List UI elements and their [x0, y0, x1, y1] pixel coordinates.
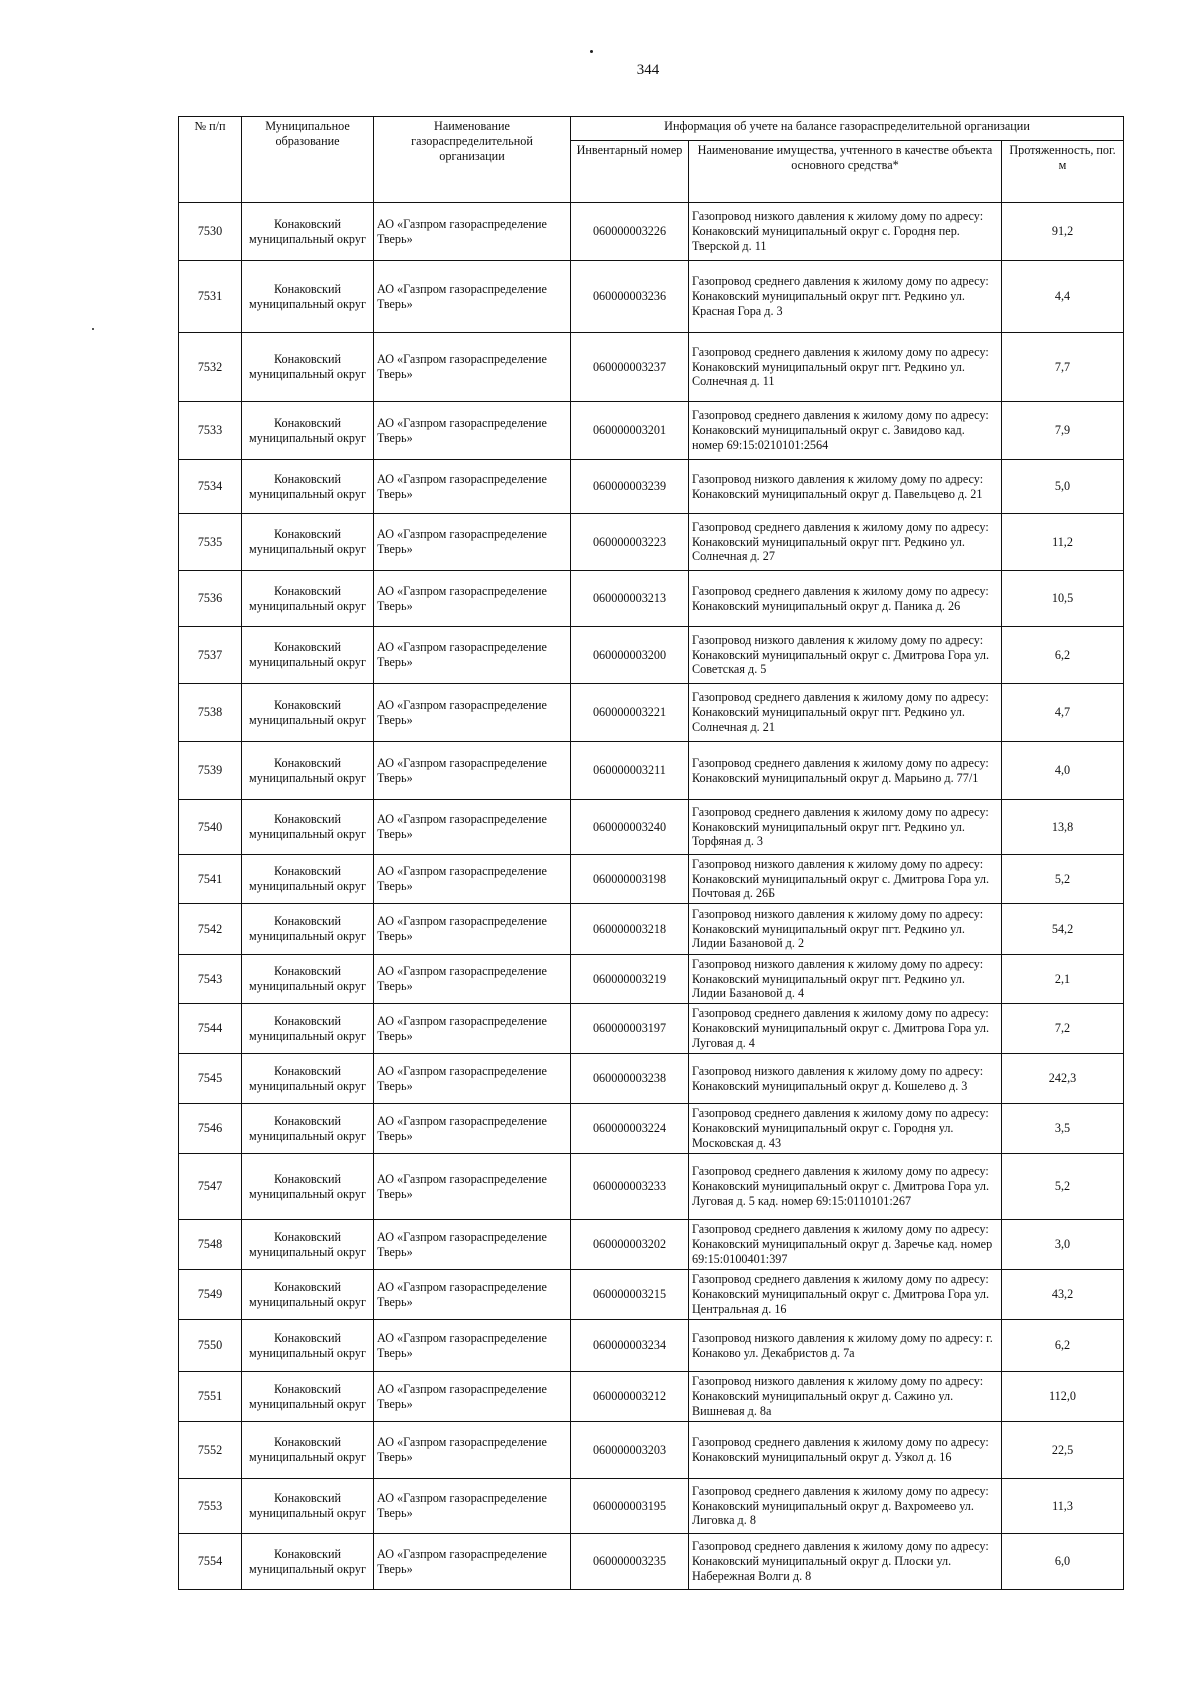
- row-number: 7548: [179, 1220, 242, 1270]
- row-number: 7553: [179, 1479, 242, 1534]
- organization-cell: АО «Газпром газораспределение Тверь»: [374, 1054, 571, 1104]
- row-number: 7549: [179, 1270, 242, 1320]
- inventory-number-cell: 060000003201: [571, 402, 689, 460]
- property-description-cell: Газопровод низкого давления к жилому дому по адресу: Конаковский муниципальный округ д. Кошелево д. 3: [689, 1054, 1002, 1104]
- municipality-cell: Конаковский муниципальный округ: [242, 684, 374, 742]
- row-number: 7531: [179, 261, 242, 333]
- row-number: 7538: [179, 684, 242, 742]
- organization-cell: АО «Газпром газораспределение Тверь»: [374, 1372, 571, 1422]
- inventory-number-cell: 060000003219: [571, 955, 689, 1004]
- length-cell: 22,5: [1002, 1422, 1124, 1479]
- row-number: 7543: [179, 955, 242, 1004]
- property-description-cell: Газопровод среднего давления к жилому дому по адресу: Конаковский муниципальный округ д. Марьино д. 77/1: [689, 742, 1002, 800]
- municipality-cell: Конаковский муниципальный округ: [242, 1422, 374, 1479]
- inventory-number-cell: 060000003234: [571, 1320, 689, 1372]
- length-cell: 6,0: [1002, 1534, 1124, 1590]
- length-cell: 13,8: [1002, 800, 1124, 855]
- property-description-cell: Газопровод среднего давления к жилому дому по адресу: Конаковский муниципальный округ с. Завидово кад. номер 69:15:0210101:2564: [689, 402, 1002, 460]
- municipality-cell: Конаковский муниципальный округ: [242, 1534, 374, 1590]
- row-number: 7536: [179, 571, 242, 627]
- row-number: 7551: [179, 1372, 242, 1422]
- row-number: 7546: [179, 1104, 242, 1154]
- property-description-cell: Газопровод среднего давления к жилому дому по адресу: Конаковский муниципальный округ пгт. Редкино ул. Солнечная д. 11: [689, 333, 1002, 402]
- length-cell: 7,7: [1002, 333, 1124, 402]
- property-description-cell: Газопровод низкого давления к жилому дому по адресу: Конаковский муниципальный округ д. Павельцево д. 21: [689, 460, 1002, 514]
- length-cell: 2,1: [1002, 955, 1124, 1004]
- table-row: [179, 1220, 1124, 1270]
- property-description-cell: Газопровод среднего давления к жилому дому по адресу: Конаковский муниципальный округ с. Дмитрова Гора ул. Луговая д. 5 кад. номер 69:15:0110101:267: [689, 1154, 1002, 1220]
- organization-cell: АО «Газпром газораспределение Тверь»: [374, 1320, 571, 1372]
- table-row: [179, 460, 1124, 514]
- table-row: [179, 1320, 1124, 1372]
- inventory-number-cell: 060000003236: [571, 261, 689, 333]
- property-description-cell: Газопровод среднего давления к жилому дому по адресу: Конаковский муниципальный округ д. Паника д. 26: [689, 571, 1002, 627]
- inventory-number-cell: 060000003237: [571, 333, 689, 402]
- table-row: [179, 1054, 1124, 1104]
- header-balance-info: Информация об учете на балансе газораспределительной организации: [571, 117, 1124, 141]
- inventory-number-cell: 060000003200: [571, 627, 689, 684]
- scan-speck: [590, 50, 593, 53]
- municipality-cell: Конаковский муниципальный округ: [242, 1104, 374, 1154]
- page-number: 344: [636, 62, 660, 78]
- property-description-cell: Газопровод среднего давления к жилому дому по адресу: Конаковский муниципальный округ с. Дмитрова Гора ул. Центральная д. 16: [689, 1270, 1002, 1320]
- row-number: 7539: [179, 742, 242, 800]
- inventory-number-cell: 060000003195: [571, 1479, 689, 1534]
- length-cell: 91,2: [1002, 203, 1124, 261]
- inventory-number-cell: 060000003224: [571, 1104, 689, 1154]
- length-cell: 3,0: [1002, 1220, 1124, 1270]
- length-cell: 4,7: [1002, 684, 1124, 742]
- scan-speck: [92, 328, 94, 330]
- organization-cell: АО «Газпром газораспределение Тверь»: [374, 203, 571, 261]
- table-row: [179, 855, 1124, 904]
- length-cell: 4,4: [1002, 261, 1124, 333]
- table-row: [179, 627, 1124, 684]
- row-number: 7535: [179, 514, 242, 571]
- row-number: 7552: [179, 1422, 242, 1479]
- organization-cell: АО «Газпром газораспределение Тверь»: [374, 627, 571, 684]
- property-description-cell: Газопровод низкого давления к жилому дому по адресу: г. Конаково ул. Декабристов д. 7а: [689, 1320, 1002, 1372]
- organization-cell: АО «Газпром газораспределение Тверь»: [374, 1154, 571, 1220]
- municipality-cell: Конаковский муниципальный округ: [242, 1220, 374, 1270]
- header-municipality: Муниципальное образование: [242, 117, 374, 203]
- row-number: 7554: [179, 1534, 242, 1590]
- header-length: Протяженность, пог. м: [1002, 141, 1124, 203]
- organization-cell: АО «Газпром газораспределение Тверь»: [374, 684, 571, 742]
- inventory-number-cell: 060000003239: [571, 460, 689, 514]
- organization-cell: АО «Газпром газораспределение Тверь»: [374, 1004, 571, 1054]
- organization-cell: АО «Газпром газораспределение Тверь»: [374, 904, 571, 955]
- table-row: [179, 402, 1124, 460]
- length-cell: 112,0: [1002, 1372, 1124, 1422]
- length-cell: 7,9: [1002, 402, 1124, 460]
- table-row: [179, 1479, 1124, 1534]
- property-description-cell: Газопровод низкого давления к жилому дому по адресу: Конаковский муниципальный округ с. Дмитрова Гора ул. Почтовая д. 26Б: [689, 855, 1002, 904]
- inventory-number-cell: 060000003215: [571, 1270, 689, 1320]
- length-cell: 10,5: [1002, 571, 1124, 627]
- row-number: 7544: [179, 1004, 242, 1054]
- organization-cell: АО «Газпром газораспределение Тверь»: [374, 1270, 571, 1320]
- municipality-cell: Конаковский муниципальный округ: [242, 571, 374, 627]
- municipality-cell: Конаковский муниципальный округ: [242, 955, 374, 1004]
- municipality-cell: Конаковский муниципальный округ: [242, 1154, 374, 1220]
- row-number: 7545: [179, 1054, 242, 1104]
- row-number: 7532: [179, 333, 242, 402]
- inventory-number-cell: 060000003197: [571, 1004, 689, 1054]
- table-row: [179, 684, 1124, 742]
- organization-cell: АО «Газпром газораспределение Тверь»: [374, 800, 571, 855]
- municipality-cell: Конаковский муниципальный округ: [242, 460, 374, 514]
- municipality-cell: Конаковский муниципальный округ: [242, 1270, 374, 1320]
- length-cell: 11,3: [1002, 1479, 1124, 1534]
- organization-cell: АО «Газпром газораспределение Тверь»: [374, 1220, 571, 1270]
- property-description-cell: Газопровод низкого давления к жилому дому по адресу: Конаковский муниципальный округ пгт. Редкино ул. Лидии Базановой д. 4: [689, 955, 1002, 1004]
- inventory-number-cell: 060000003238: [571, 1054, 689, 1104]
- municipality-cell: Конаковский муниципальный округ: [242, 742, 374, 800]
- property-description-cell: Газопровод среднего давления к жилому дому по адресу: Конаковский муниципальный округ д. Заречье кад. номер 69:15:0100401:397: [689, 1220, 1002, 1270]
- row-number: 7547: [179, 1154, 242, 1220]
- municipality-cell: Конаковский муниципальный округ: [242, 1004, 374, 1054]
- property-description-cell: Газопровод низкого давления к жилому дому по адресу: Конаковский муниципальный округ пгт. Редкино ул. Лидии Базановой д. 2: [689, 904, 1002, 955]
- organization-cell: АО «Газпром газораспределение Тверь»: [374, 460, 571, 514]
- table-row: [179, 514, 1124, 571]
- table-row: [179, 203, 1124, 261]
- municipality-cell: Конаковский муниципальный округ: [242, 333, 374, 402]
- organization-cell: АО «Газпром газораспределение Тверь»: [374, 1479, 571, 1534]
- organization-cell: АО «Газпром газораспределение Тверь»: [374, 571, 571, 627]
- municipality-cell: Конаковский муниципальный округ: [242, 1479, 374, 1534]
- header-property: Наименование имущества, учтенного в качестве объекта основного средства*: [689, 141, 1002, 203]
- length-cell: 11,2: [1002, 514, 1124, 571]
- inventory-number-cell: 060000003198: [571, 855, 689, 904]
- inventory-number-cell: 060000003240: [571, 800, 689, 855]
- length-cell: 3,5: [1002, 1104, 1124, 1154]
- row-number: 7530: [179, 203, 242, 261]
- table-body: [179, 203, 1124, 1590]
- organization-cell: АО «Газпром газораспределение Тверь»: [374, 855, 571, 904]
- inventory-number-cell: 060000003223: [571, 514, 689, 571]
- row-number: 7550: [179, 1320, 242, 1372]
- length-cell: 6,2: [1002, 627, 1124, 684]
- organization-cell: АО «Газпром газораспределение Тверь»: [374, 514, 571, 571]
- table-row: [179, 1154, 1124, 1220]
- table-row: [179, 742, 1124, 800]
- table-row: [179, 955, 1124, 1004]
- inventory-number-cell: 060000003233: [571, 1154, 689, 1220]
- header-num: № п/п: [179, 117, 242, 203]
- table-row: [179, 1372, 1124, 1422]
- row-number: 7540: [179, 800, 242, 855]
- length-cell: 5,2: [1002, 855, 1124, 904]
- organization-cell: АО «Газпром газораспределение Тверь»: [374, 402, 571, 460]
- table-row: [179, 1004, 1124, 1054]
- property-description-cell: Газопровод среднего давления к жилому дому по адресу: Конаковский муниципальный округ пгт. Редкино ул. Торфяная д. 3: [689, 800, 1002, 855]
- length-cell: 5,2: [1002, 1154, 1124, 1220]
- table-row: [179, 1422, 1124, 1479]
- organization-cell: АО «Газпром газораспределение Тверь»: [374, 1534, 571, 1590]
- property-description-cell: Газопровод среднего давления к жилому дому по адресу: Конаковский муниципальный округ д. Плоски ул. Набережная Волги д. 8: [689, 1534, 1002, 1590]
- table-row: [179, 1534, 1124, 1590]
- property-description-cell: Газопровод среднего давления к жилому дому по адресу: Конаковский муниципальный округ с. Дмитрова Гора ул. Луговая д. 4: [689, 1004, 1002, 1054]
- property-description-cell: Газопровод среднего давления к жилому дому по адресу: Конаковский муниципальный округ пгт. Редкино ул. Солнечная д. 21: [689, 684, 1002, 742]
- table-row: [179, 261, 1124, 333]
- property-description-cell: Газопровод низкого давления к жилому дому по адресу: Конаковский муниципальный округ с. Городня пер. Тверской д. 11: [689, 203, 1002, 261]
- inventory-number-cell: 060000003211: [571, 742, 689, 800]
- municipality-cell: Конаковский муниципальный округ: [242, 203, 374, 261]
- length-cell: 4,0: [1002, 742, 1124, 800]
- municipality-cell: Конаковский муниципальный округ: [242, 261, 374, 333]
- municipality-cell: Конаковский муниципальный округ: [242, 514, 374, 571]
- length-cell: 7,2: [1002, 1004, 1124, 1054]
- table-row: [179, 571, 1124, 627]
- organization-cell: АО «Газпром газораспределение Тверь»: [374, 1104, 571, 1154]
- header-inventory: Инвентарный номер: [571, 141, 689, 203]
- inventory-number-cell: 060000003226: [571, 203, 689, 261]
- inventory-number-cell: 060000003203: [571, 1422, 689, 1479]
- property-description-cell: Газопровод низкого давления к жилому дому по адресу: Конаковский муниципальный округ с. Дмитрова Гора ул. Советская д. 5: [689, 627, 1002, 684]
- organization-cell: АО «Газпром газораспределение Тверь»: [374, 955, 571, 1004]
- table-header: [179, 117, 1124, 203]
- property-description-cell: Газопровод низкого давления к жилому дому по адресу: Конаковский муниципальный округ д. Сажино ул. Вишневая д. 8а: [689, 1372, 1002, 1422]
- organization-cell: АО «Газпром газораспределение Тверь»: [374, 261, 571, 333]
- table-row: [179, 800, 1124, 855]
- length-cell: 5,0: [1002, 460, 1124, 514]
- table-row: [179, 1270, 1124, 1320]
- inventory-number-cell: 060000003212: [571, 1372, 689, 1422]
- organization-cell: АО «Газпром газораспределение Тверь»: [374, 333, 571, 402]
- row-number: 7541: [179, 855, 242, 904]
- municipality-cell: Конаковский муниципальный округ: [242, 1320, 374, 1372]
- table-row: [179, 904, 1124, 955]
- municipality-cell: Конаковский муниципальный округ: [242, 1054, 374, 1104]
- row-number: 7533: [179, 402, 242, 460]
- inventory-number-cell: 060000003235: [571, 1534, 689, 1590]
- inventory-number-cell: 060000003213: [571, 571, 689, 627]
- municipality-cell: Конаковский муниципальный округ: [242, 627, 374, 684]
- row-number: 7537: [179, 627, 242, 684]
- municipality-cell: Конаковский муниципальный округ: [242, 904, 374, 955]
- header-organization: Наименование газораспределительной организации: [374, 117, 571, 203]
- organization-cell: АО «Газпром газораспределение Тверь»: [374, 742, 571, 800]
- municipality-cell: Конаковский муниципальный округ: [242, 402, 374, 460]
- property-description-cell: Газопровод среднего давления к жилому дому по адресу: Конаковский муниципальный округ пгт. Редкино ул. Солнечная д. 27: [689, 514, 1002, 571]
- property-description-cell: Газопровод среднего давления к жилому дому по адресу: Конаковский муниципальный округ д. Узкол д. 16: [689, 1422, 1002, 1479]
- property-registry-table: [178, 116, 1124, 1590]
- municipality-cell: Конаковский муниципальный округ: [242, 1372, 374, 1422]
- inventory-number-cell: 060000003218: [571, 904, 689, 955]
- table-row: [179, 1104, 1124, 1154]
- length-cell: 43,2: [1002, 1270, 1124, 1320]
- organization-cell: АО «Газпром газораспределение Тверь»: [374, 1422, 571, 1479]
- inventory-number-cell: 060000003202: [571, 1220, 689, 1270]
- length-cell: 54,2: [1002, 904, 1124, 955]
- property-description-cell: Газопровод среднего давления к жилому дому по адресу: Конаковский муниципальный округ с. Городня ул. Московская д. 43: [689, 1104, 1002, 1154]
- length-cell: 242,3: [1002, 1054, 1124, 1104]
- municipality-cell: Конаковский муниципальный округ: [242, 855, 374, 904]
- row-number: 7542: [179, 904, 242, 955]
- property-description-cell: Газопровод среднего давления к жилому дому по адресу: Конаковский муниципальный округ д. Вахромеево ул. Лиговка д. 8: [689, 1479, 1002, 1534]
- municipality-cell: Конаковский муниципальный округ: [242, 800, 374, 855]
- inventory-number-cell: 060000003221: [571, 684, 689, 742]
- length-cell: 6,2: [1002, 1320, 1124, 1372]
- row-number: 7534: [179, 460, 242, 514]
- table-row: [179, 333, 1124, 402]
- property-description-cell: Газопровод среднего давления к жилому дому по адресу: Конаковский муниципальный округ пгт. Редкино ул. Красная Гора д. 3: [689, 261, 1002, 333]
